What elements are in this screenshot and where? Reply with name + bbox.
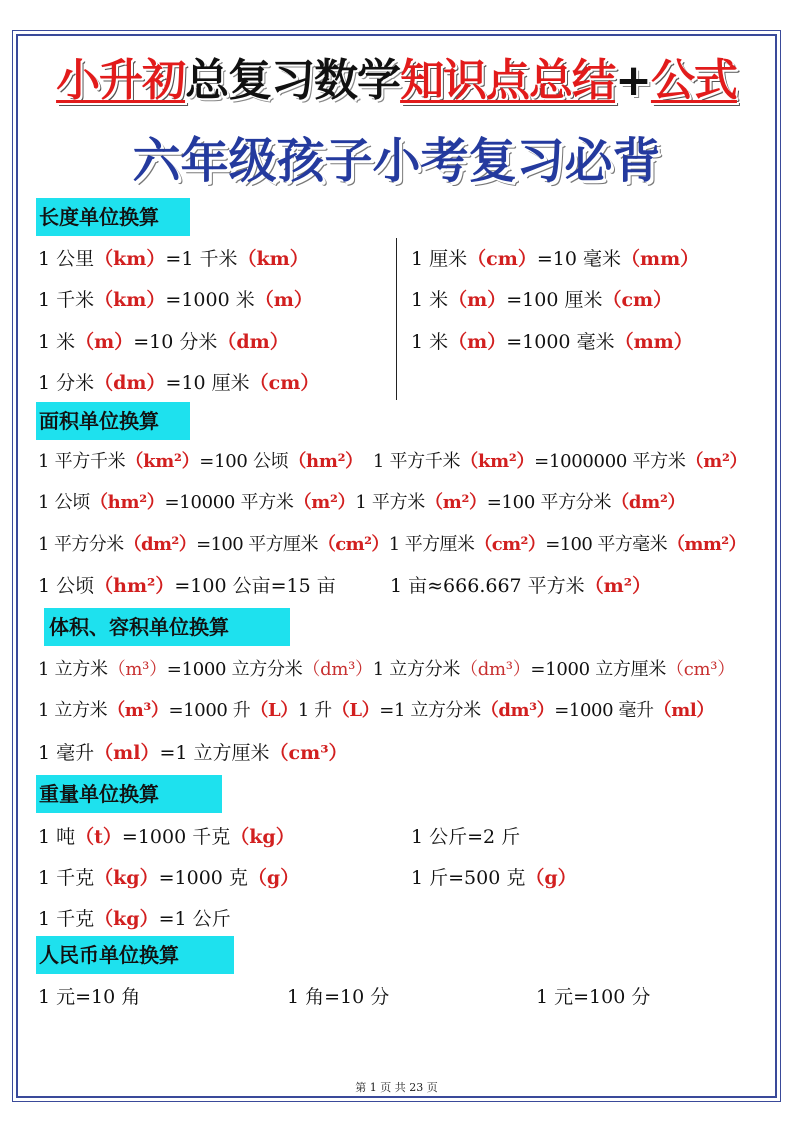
volume-v3-c: =1000 升 [168,700,251,721]
title-part-3: 知识点总结 [400,55,616,106]
main-title [0,44,793,108]
currency-item-2: 1 角=10 分 [287,986,390,1008]
length-r2-c: =100 厘米 [506,289,603,311]
area-row-4b [390,574,651,598]
area-a7-b: （hm²） [94,575,175,597]
length-l3-b: （m） [75,331,134,353]
weight-row-2 [38,866,299,890]
volume-v3-b: （m³） [107,700,169,721]
length-r3-c: =1000 毫米 [506,331,615,353]
area-a2-c: =1000000 平方米 [534,451,686,472]
section-heading-currency: 人民币单位换算 [36,936,234,974]
volume-v5-c: =1 立方厘米 [159,742,270,764]
column-divider [396,238,397,400]
length-r1-d: （mm） [620,248,700,270]
area-a4-d: （dm²） [611,492,686,513]
volume-v5-b: （ml） [94,742,160,764]
volume-v4-d: （dm³） [480,700,555,721]
weight-w1-c: =1000 千克 [121,826,231,848]
length-l3-a: 1 米 [38,331,76,353]
length-r1-b: （cm） [467,248,537,270]
volume-row-2 [38,699,714,723]
area-a5-b: （dm²） [123,534,197,555]
area-a7-a: 1 公顷 [38,575,95,597]
weight-row-1 [38,825,295,849]
length-r1-a: 1 厘米 [411,248,468,270]
area-a6-d: （mm²） [666,534,746,555]
length-l2-d: （m） [254,289,313,311]
area-a1-c: =100 公顷 [199,451,289,472]
area-a4-b: （m²） [425,492,487,513]
length-l4-b: （dm） [94,372,166,394]
volume-v2-a: 1 立方分米 [372,659,461,680]
volume-v4-f: （ml） [653,700,714,721]
weight-row-3 [38,907,231,931]
length-r3-a: 1 米 [411,331,449,353]
currency-item-3: 1 元=100 分 [536,986,651,1008]
length-l4-d: （cm） [249,372,320,394]
weight-w2-c: =1000 克 [158,867,248,889]
area-row-3 [38,533,746,557]
length-r3-b: （m） [448,331,507,353]
length-l1-c: =1 千米 [165,248,238,270]
volume-v4-c: =1 立方分米 [379,700,481,721]
area-a2-b: （km²） [460,451,535,472]
area-a8-b: （m²） [584,575,652,597]
length-l2-a: 1 千米 [38,289,95,311]
weight-w2-d: （g） [247,867,300,889]
volume-row-3 [38,741,348,765]
area-a3-a: 1 公顷 [38,492,90,513]
area-a5-d: （cm²） [317,534,389,555]
length-r1-c: =10 毫米 [536,248,621,270]
length-r2-b: （m） [448,289,507,311]
length-row-3 [38,330,289,354]
area-a4-a: 1 平方米 [355,492,426,513]
section-heading-volume: 体积、容积单位换算 [44,608,290,646]
weight-w1-a: 1 吨 [38,826,76,848]
section-heading-weight: 重量单位换算 [36,775,222,813]
section-heading-length: 长度单位换算 [36,198,190,236]
length-row-r1 [411,247,699,271]
volume-row-1 [38,658,735,682]
area-a1-d: （hm²） [288,451,363,472]
area-row-4 [38,574,336,598]
volume-v2-c: =1000 立方厘米 [530,659,667,680]
length-l3-d: （dm） [217,331,289,353]
subtitle: 六年级孩子小考复习必背 [132,133,661,189]
length-l4-c: =10 厘米 [165,372,250,394]
length-row-r3 [411,330,693,354]
length-r3-d: （mm） [614,331,693,353]
volume-v4-a: 1 升 [297,700,332,721]
weight-w1-b: （t） [75,826,122,848]
area-a2-a: 1 平方千米 [372,451,461,472]
weight-w3-a: 1 千克 [38,908,95,930]
volume-v3-a: 1 立方米 [38,700,108,721]
weight-w3-c: =1 公斤 [158,908,231,930]
length-row-1 [38,247,309,271]
length-l1-d: （km） [237,248,309,270]
weight-w2-b: （kg） [94,867,159,889]
volume-v1-a: 1 立方米 [38,659,108,680]
weight-w2-a: 1 千克 [38,867,95,889]
length-row-r2 [411,288,672,312]
length-row-4 [38,371,319,395]
area-a7-c: =100 公亩=15 亩 [174,575,336,597]
weight-w1-d: （kg） [230,826,295,848]
length-l4-a: 1 分米 [38,372,95,394]
weight-w4-a: 1 公斤=2 斤 [411,826,521,848]
currency-item-1: 1 元=10 角 [38,986,141,1008]
area-a4-c: =100 平方分米 [486,492,612,513]
length-l3-c: =10 分米 [133,331,218,353]
volume-v4-e: =1000 毫升 [554,700,654,721]
weight-row-r2 [411,866,577,890]
weight-row-r1 [411,825,520,849]
volume-v5-d: （cm³） [269,742,348,764]
area-a3-c: =10000 平方米 [164,492,294,513]
length-l2-c: =1000 米 [165,289,255,311]
area-row-2 [38,491,685,515]
volume-v5-a: 1 毫升 [38,742,95,764]
length-r2-d: （cm） [602,289,673,311]
length-l1-b: （km） [94,248,166,270]
area-a3-b: （hm²） [89,492,165,513]
area-a3-d: （m²） [293,492,356,513]
volume-v1-b: （m³） [107,659,167,680]
title-part-4: + [615,55,651,106]
area-row-1 [38,450,747,474]
area-a1-a: 1 平方千米 [38,451,126,472]
volume-v4-b: （L） [331,700,380,721]
length-r2-a: 1 米 [411,289,449,311]
area-a5-a: 1 平方分米 [38,534,124,555]
page-number: 第 1 页 共 23 页 [355,1081,438,1094]
area-a6-c: =100 平方毫米 [545,534,667,555]
weight-w5-b: （g） [525,867,577,889]
section-heading-area: 面积单位换算 [36,402,190,440]
title-part-2: 总复习数学 [185,55,401,106]
weight-w5-a: 1 斤=500 克 [411,867,526,889]
volume-v1-c: =1000 立方分米 [166,659,303,680]
volume-v3-d: （L） [250,700,298,721]
volume-v2-b: （dm³） [460,659,531,680]
title-part-1: 小升初 [56,55,186,106]
length-l2-b: （km） [94,289,166,311]
area-a6-b: （cm²） [474,534,546,555]
volume-v1-d: （dm³） [302,659,373,680]
area-a2-d: （m²） [685,451,748,472]
area-a6-a: 1 平方厘米 [388,534,475,555]
length-l1-a: 1 公里 [38,248,95,270]
title-part-5: 公式 [650,55,737,106]
area-a5-c: =100 平方厘米 [196,534,318,555]
length-row-2 [38,288,313,312]
area-a8-a: 1 亩≈666.667 平方米 [390,575,585,597]
volume-v2-d: （cm³） [666,659,735,680]
weight-w3-b: （kg） [94,908,159,930]
area-a1-b: （km²） [125,451,200,472]
